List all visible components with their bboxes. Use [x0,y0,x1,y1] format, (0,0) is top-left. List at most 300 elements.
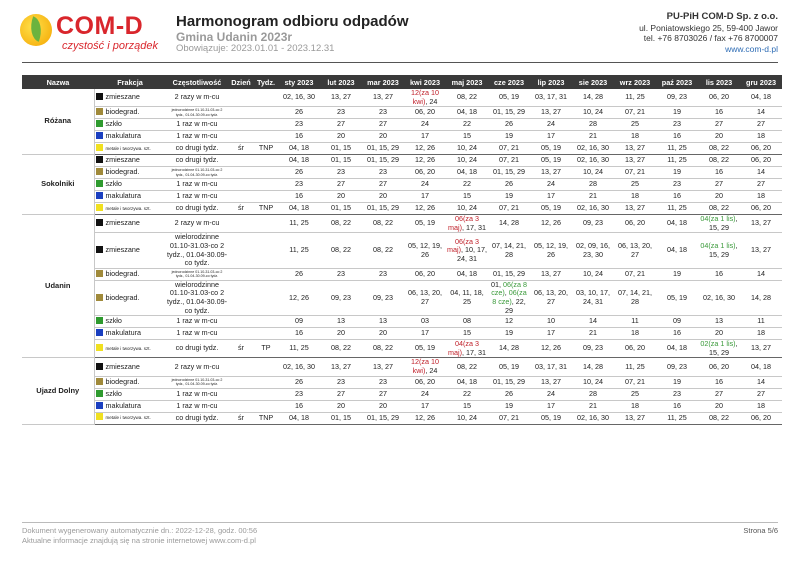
month-dates-cell: 08, 22 [362,215,404,233]
month-dates-cell: 16 [698,268,740,280]
frequency-cell [166,179,228,191]
fraction-cell [94,388,166,400]
month-dates-cell: 14 [572,316,614,328]
month-dates-cell: 26 [278,167,320,179]
table-row [22,143,782,155]
month-dates-cell: 07, 14, 21, 28 [614,280,656,315]
table-row [22,203,782,215]
company-website[interactable]: www.com-d.pl [725,43,778,54]
month-dates-cell: 01, 15 [320,203,362,215]
frequency-cell [166,388,228,400]
fraction-color-swatch [96,329,103,336]
month-dates-cell: 09 [656,316,698,328]
month-dates-cell: 15 [446,131,488,143]
fraction-cell [94,191,166,203]
month-dates-cell: 16 [278,328,320,340]
footer-info [22,526,257,546]
month-dates-cell: 25 [614,119,656,131]
frequency-cell [166,131,228,143]
month-dates-cell: 10, 24 [572,167,614,179]
week-cell [254,167,278,179]
month-dates-cell: 15 [446,328,488,340]
month-dates-cell: 23 [656,119,698,131]
month-dates-cell: 19 [656,376,698,388]
column-header: cze 2023 [488,75,530,89]
frequency-cell [166,280,228,315]
frequency-text: 2 razy w m-cu [174,218,220,228]
fraction-color-swatch [96,192,103,199]
fraction-label: zmieszane [105,155,140,165]
table-row [22,358,782,376]
month-dates-cell: 17 [404,328,446,340]
schedule-table [22,75,782,425]
month-dates-cell: 04, 18 [446,107,488,119]
fraction-color-swatch [96,120,103,127]
month-dates-cell: 09 [278,316,320,328]
week-cell [254,376,278,388]
day-cell: śr [228,412,254,424]
month-dates-cell: 13 [698,316,740,328]
month-dates-cell: 06, 20 [404,107,446,119]
logo-brand: COM-D [56,12,144,40]
month-dates-cell: 17 [530,400,572,412]
month-dates-cell: 11, 25 [614,358,656,376]
month-dates-cell: 17 [530,131,572,143]
table-row [22,412,782,424]
month-dates-cell: 01, 15, 29 [488,167,530,179]
frequency-text: 1 raz w m-cu [176,316,218,326]
day-cell [228,280,254,315]
month-dates-cell: 16 [278,131,320,143]
date-note: 02(za 1 lis) [700,339,736,349]
column-header: mar 2023 [362,75,404,89]
fraction-label: makulatura [105,191,142,201]
month-dates-cell: 03, 17, 31 [530,89,572,107]
month-dates-cell: 02, 16, 30 [572,155,614,167]
month-dates-cell: 16 [278,191,320,203]
month-dates-cell: 05, 19 [656,280,698,315]
month-dates-cell: 03, 10, 17, 24, 31 [572,280,614,315]
fraction-cell [94,268,166,280]
month-dates-cell: 11, 25 [656,203,698,215]
week-cell [254,328,278,340]
table-row [22,131,782,143]
table-row [22,400,782,412]
month-dates-cell: 11, 25 [278,215,320,233]
month-dates-cell: 08, 22 [698,203,740,215]
frequency-cell [166,215,228,233]
month-dates-cell: 08, 22 [446,358,488,376]
month-dates-cell: 23 [320,268,362,280]
month-dates-cell: 13, 27 [614,155,656,167]
month-dates-cell: 09, 23 [656,358,698,376]
fraction-label: zmieszane [105,92,140,102]
month-dates-cell: 13, 27 [530,268,572,280]
fraction-cell [94,233,166,268]
day-cell: śr [228,143,254,155]
frequency-text: 1 raz w m-cu [176,179,218,189]
fraction-color-swatch [96,132,103,139]
day-cell [228,155,254,167]
month-dates-cell: 02, 09, 16, 23, 30 [572,233,614,268]
table-row [22,340,782,358]
frequency-text: co drugi tydz. [175,412,219,422]
table-row [22,179,782,191]
month-dates-cell: 22 [446,179,488,191]
day-cell: śr [228,203,254,215]
date-note: 04(za 1 lis) [700,214,736,224]
fraction-cell [94,280,166,315]
fraction-cell [94,89,166,107]
day-cell [228,191,254,203]
month-dates-cell: 06, 13, 20, 27 [530,280,572,315]
month-dates-cell: 22 [446,119,488,131]
frequency-cell [166,167,228,179]
day-cell [228,119,254,131]
date-note: 06(za 8 cze) [491,279,527,298]
town-name: Sokolniki [22,155,94,215]
day-cell [228,167,254,179]
date-note: 06(za 8 cze) [492,288,527,306]
week-cell: TNP [254,143,278,155]
town-name: Udanin [22,215,94,358]
fraction-color-swatch [96,144,103,151]
fraction-label: metale i tworzywa. szt. [105,415,151,421]
month-dates-cell: 07, 21 [614,107,656,119]
table-row [22,215,782,233]
month-dates-cell: 14, 28 [740,280,782,315]
month-dates-cell: 01, 06(za 8 cze), 06(za 8 cze), 22, 29 [488,280,530,315]
month-dates-cell: 17 [404,191,446,203]
footer-website-note: Aktualne informacje znajdują się na stronie internetowej www.com-d.pl [22,536,256,545]
month-dates-cell: 01, 15, 29 [362,143,404,155]
month-dates-cell: 06, 20 [740,203,782,215]
fraction-cell [94,155,166,167]
month-dates-cell: 20 [362,328,404,340]
company-name: PU-PiH COM-D Sp. z o.o. [666,11,778,22]
frequency-cell [166,328,228,340]
month-dates-cell: 16 [656,328,698,340]
month-dates-cell: 20 [320,131,362,143]
month-dates-cell: 01, 15, 29 [362,412,404,424]
table-row [22,233,782,268]
fraction-color-swatch [96,317,103,324]
frequency-cell [166,400,228,412]
month-dates-cell: 19 [488,131,530,143]
month-dates-cell: 01, 15, 29 [362,203,404,215]
month-dates-cell: 23 [320,107,362,119]
month-dates-cell: 04, 18 [446,376,488,388]
month-dates-cell: 20 [698,400,740,412]
month-dates-cell: 03 [404,316,446,328]
frequency-text: co drugi tydz. [175,143,219,153]
month-dates-cell: 10, 24 [446,412,488,424]
month-dates-cell: 01, 15 [320,155,362,167]
month-dates-cell: 13, 27 [320,89,362,107]
frequency-text: jednorodzinne 01.10-31.03-co 2 tydz., 01.04-30.09-co tydz. [171,108,223,117]
month-dates-cell: 08, 22 [698,412,740,424]
week-cell [254,400,278,412]
month-dates-cell: 06, 20 [740,155,782,167]
month-dates-cell: 06, 20 [698,358,740,376]
day-cell [228,358,254,376]
month-dates-cell: 16 [698,107,740,119]
table-row [22,280,782,315]
column-header: lip 2023 [530,75,572,89]
month-dates-cell: 06, 20 [740,143,782,155]
month-dates-cell: 06, 20 [614,340,656,358]
month-dates-cell: 27 [740,119,782,131]
table-row [22,328,782,340]
frequency-cell [166,107,228,119]
month-dates-cell: 06, 13, 20, 27 [404,280,446,315]
month-dates-cell: 13, 27 [614,203,656,215]
fraction-color-swatch [96,219,103,226]
month-dates-cell: 23 [362,376,404,388]
week-cell [254,268,278,280]
month-dates-cell: 09, 23 [656,89,698,107]
month-dates-cell: 02(za 1 lis), 15, 29 [698,340,740,358]
table-row [22,316,782,328]
month-dates-cell: 04, 18 [278,203,320,215]
table-header-row [22,75,782,89]
month-dates-cell: 23 [362,107,404,119]
page-title: Harmonogram odbioru odpadów [176,13,409,30]
frequency-cell [166,340,228,358]
month-dates-cell: 07, 21 [488,412,530,424]
month-dates-cell: 20 [362,400,404,412]
column-header: Dzień [228,75,254,89]
frequency-cell [166,316,228,328]
frequency-cell [166,143,228,155]
month-dates-cell: 04, 18 [278,143,320,155]
month-dates-cell: 05, 12, 19, 26 [530,233,572,268]
table-row [22,119,782,131]
month-dates-cell: 13, 27 [740,215,782,233]
frequency-text: jednorodzinne 01.10-31.03-co 2 tydz., 01.04-30.09-co tydz. [171,377,223,386]
month-dates-cell: 09, 23 [572,215,614,233]
column-header: Częstotliwość [166,75,228,89]
month-dates-cell: 26 [278,107,320,119]
month-dates-cell: 26 [488,119,530,131]
month-dates-cell: 16 [278,400,320,412]
month-dates-cell: 10, 24 [572,376,614,388]
month-dates-cell: 18 [614,191,656,203]
day-cell [228,89,254,107]
town-name: Różana [22,89,94,155]
fraction-color-swatch [96,204,103,211]
week-cell [254,388,278,400]
month-dates-cell: 13, 27 [320,358,362,376]
week-cell [254,89,278,107]
month-dates-cell: 20 [320,400,362,412]
month-dates-cell: 08, 22 [698,155,740,167]
month-dates-cell: 07, 21 [488,155,530,167]
column-header: Tydz. [254,75,278,89]
month-dates-cell: 01, 15, 29 [362,155,404,167]
week-cell [254,107,278,119]
week-cell [254,191,278,203]
frequency-cell [166,191,228,203]
month-dates-cell: 04, 18 [656,340,698,358]
fraction-label: metale i tworzywa. szt. [105,345,151,351]
month-dates-cell: 06, 20 [740,412,782,424]
month-dates-cell: 19 [656,107,698,119]
month-dates-cell: 12, 26 [404,412,446,424]
fraction-label: szkło [105,179,122,189]
fraction-color-swatch [96,363,103,370]
month-dates-cell: 08, 22 [320,215,362,233]
table-row [22,388,782,400]
month-dates-cell: 18 [614,131,656,143]
month-dates-cell: 14 [740,268,782,280]
fraction-cell [94,179,166,191]
month-dates-cell: 01, 15 [320,143,362,155]
month-dates-cell: 11 [740,316,782,328]
month-dates-cell: 21 [572,131,614,143]
date-note: 06(za 3 maj) [447,236,479,255]
column-header: paź 2023 [656,75,698,89]
fraction-label: biodegrad. [105,107,140,117]
table-row [22,268,782,280]
month-dates-cell: 21 [572,400,614,412]
month-dates-cell: 01, 15 [320,412,362,424]
month-dates-cell: 17 [404,400,446,412]
month-dates-cell: 14 [740,107,782,119]
month-dates-cell: 16 [656,400,698,412]
month-dates-cell: 01, 15, 29 [488,107,530,119]
month-dates-cell: 18 [740,131,782,143]
week-cell [254,280,278,315]
month-dates-cell: 27 [740,388,782,400]
month-dates-cell: 13 [362,316,404,328]
page-number: Strona 5/6 [743,526,778,535]
month-dates-cell: 15 [446,400,488,412]
column-header: lut 2023 [320,75,362,89]
month-dates-cell: 04, 18 [740,89,782,107]
month-dates-cell: 24 [530,388,572,400]
fraction-label: biodegrad. [105,167,140,177]
day-cell [228,131,254,143]
month-dates-cell: 08, 22 [362,233,404,268]
fraction-cell [94,119,166,131]
month-dates-cell: 08, 22 [698,143,740,155]
month-dates-cell: 11, 25 [278,340,320,358]
fraction-cell [94,376,166,388]
month-dates-cell: 10, 24 [446,155,488,167]
month-dates-cell: 07, 21 [614,268,656,280]
month-dates-cell: 03, 17, 31 [530,358,572,376]
day-cell [228,233,254,268]
month-dates-cell: 02, 16, 30 [572,203,614,215]
day-cell [228,268,254,280]
week-cell: TNP [254,203,278,215]
month-dates-cell: 11 [614,316,656,328]
column-header: sty 2023 [278,75,320,89]
fraction-label: szkło [105,388,122,398]
day-cell [228,388,254,400]
fraction-cell [94,167,166,179]
frequency-text: jednorodzinne 01.10-31.03-co 2 tydz., 01.04-30.09-co tydz. [171,168,223,177]
week-cell [254,119,278,131]
month-dates-cell: 02, 16, 30 [278,89,320,107]
frequency-cell [166,358,228,376]
frequency-text: 1 raz w m-cu [176,328,218,338]
month-dates-cell: 20 [320,191,362,203]
month-dates-cell: 06, 20 [404,167,446,179]
date-note: 12(za 10 kwi) [411,88,439,106]
month-dates-cell: 13, 27 [530,376,572,388]
month-dates-cell: 05, 19 [488,89,530,107]
month-dates-cell: 24 [530,119,572,131]
frequency-text: jednorodzinne 01.10-31.03-co 2 tydz., 01.04-30.09-co tydz. [171,270,223,279]
month-dates-cell: 16 [698,376,740,388]
fraction-color-swatch [96,270,103,277]
column-header: maj 2023 [446,75,488,89]
month-dates-cell: 06, 20 [614,215,656,233]
frequency-cell [166,89,228,107]
month-dates-cell: 07, 14, 21, 28 [488,233,530,268]
month-dates-cell: 25 [614,388,656,400]
month-dates-cell: 23 [362,167,404,179]
month-dates-cell: 05, 19 [404,215,446,233]
month-dates-cell: 24 [404,119,446,131]
frequency-text: 1 raz w m-cu [176,119,218,129]
month-dates-cell: 23 [278,119,320,131]
fraction-label: zmieszane [105,245,140,255]
month-dates-cell: 14 [740,376,782,388]
month-dates-cell: 18 [740,400,782,412]
month-dates-cell: 17 [530,328,572,340]
fraction-cell [94,316,166,328]
table-row [22,191,782,203]
month-dates-cell: 04, 18 [740,358,782,376]
month-dates-cell: 23 [320,376,362,388]
fraction-label: metale i tworzywa. szt. [105,145,151,151]
month-dates-cell: 21 [572,328,614,340]
month-dates-cell: 12, 26 [404,203,446,215]
month-dates-cell: 27 [698,388,740,400]
month-dates-cell: 06(za 3 maj), 17, 31 [446,215,488,233]
month-dates-cell: 07, 21 [488,143,530,155]
week-cell [254,316,278,328]
month-dates-cell: 13, 27 [614,143,656,155]
company-info [639,12,778,54]
month-dates-cell: 05, 19 [530,155,572,167]
month-dates-cell: 10, 24 [572,268,614,280]
month-dates-cell: 04(za 1 lis), 15, 29 [698,215,740,233]
fraction-cell [94,412,166,424]
month-dates-cell: 26 [278,268,320,280]
month-dates-cell: 24 [404,179,446,191]
fraction-color-swatch [96,156,103,163]
frequency-text: wielorodzinne 01.10-31.03-co 2 tydz., 01.04-30.09-co tydz. [167,279,227,315]
validity-period: Obowiązuje: 2023.01.01 - 2023.12.31 [176,43,335,54]
month-dates-cell: 13, 27 [530,167,572,179]
month-dates-cell: 09, 23 [320,280,362,315]
month-dates-cell: 13, 27 [740,233,782,268]
frequency-cell [166,376,228,388]
fraction-cell [94,143,166,155]
month-dates-cell: 13, 27 [362,89,404,107]
column-header: lis 2023 [698,75,740,89]
table-row [22,167,782,179]
month-dates-cell: 17 [530,191,572,203]
month-dates-cell: 13 [320,316,362,328]
day-cell [228,376,254,388]
company-logo [20,12,165,54]
day-cell [228,328,254,340]
